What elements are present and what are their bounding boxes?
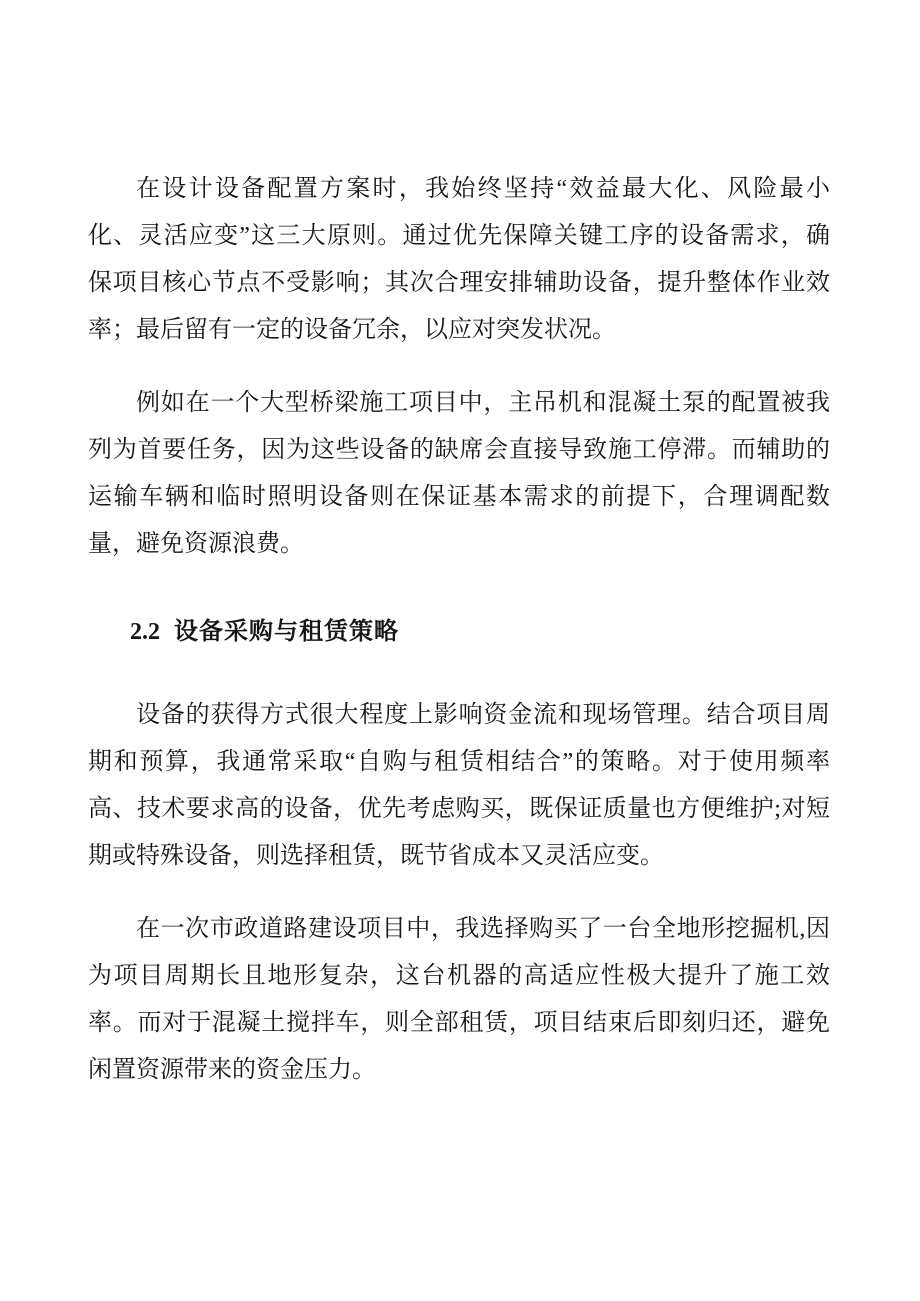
paragraph (88, 166, 830, 354)
paragraph (88, 380, 830, 568)
text-line: 为项目周期长且地形复杂，这台机器的高适应性极大提升了施工效 (88, 963, 830, 989)
text-line: 保项目核心节点不受影响；其次合理安排辅助设备，提升整体作业效 (88, 270, 830, 296)
text-line: 期或特殊设备，则选择租赁，既节省成本又灵活应变。 (88, 843, 664, 869)
text-line: 量，避免资源浪费。 (88, 531, 304, 557)
text-line: 运输车辆和临时照明设备则在保证基本需求的前提下，合理调配数 (88, 484, 830, 510)
text-line: 在一次市政道路建设项目中，我选择购买了一台全地形挖掘机,因 (136, 916, 830, 942)
text-line: 例如在一个大型桥梁施工项目中，主吊机和混凝土泵的配置被我 (136, 390, 830, 416)
document-page (88, 166, 830, 1120)
text-line: 率。而对于混凝土搅拌车，则全部租赁，项目结束后即刻归还，避免 (88, 1010, 830, 1036)
text-line: 在设计设备配置方案时，我始终坚持“效益最大化、风险最小 (136, 176, 830, 202)
text-line: 化、灵活应变”这三大原则。通过优先保障关键工序的设备需求，确 (88, 223, 830, 249)
text-line: 率；最后留有一定的设备冗余，以应对突发状况。 (88, 317, 616, 343)
section-number: 2.2 (130, 619, 160, 645)
text-line: 闲置资源带来的资金压力。 (88, 1057, 376, 1083)
text-line: 期和预算，我通常采取“自购与租赁相结合”的策略。对于使用频率 (88, 749, 830, 775)
paragraph (88, 906, 830, 1094)
section-heading (88, 608, 830, 656)
text-line: 高、技术要求高的设备，优先考虑购买，既保证质量也方便维护;对短 (88, 796, 830, 822)
text-line: 列为首要任务，因为这些设备的缺席会直接导致施工停滞。而辅助的 (88, 437, 830, 463)
paragraph (88, 692, 830, 880)
text-line: 设备的获得方式很大程度上影响资金流和现场管理。结合项目周 (136, 702, 830, 728)
section-title: 设备采购与租赁策略 (174, 618, 399, 645)
